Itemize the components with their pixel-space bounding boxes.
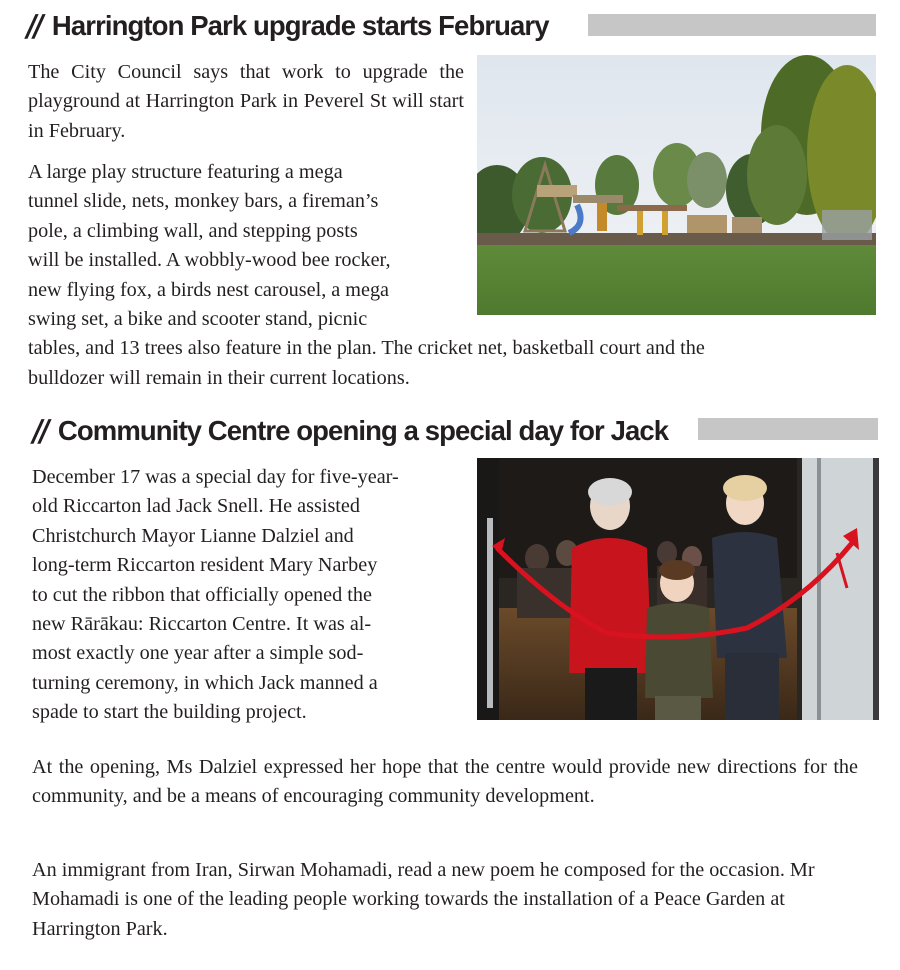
article2-paragraph-1 <box>32 463 472 728</box>
article2-paragraph-3: An immigrant from Iran, Sirwan Mohamadi, read a new poem he composed for the occasion. Mr Mohamadi is one of the leading people working towards the installation of a Peace Garden at Harrington Park. <box>32 859 815 940</box>
article1-heading-row <box>23 6 549 46</box>
article2-paragraph-2: At the opening, Ms Dalziel expressed her hope that the centre would provide new directions for the community, and be a means of encouraging community development. <box>32 756 858 808</box>
text-line: tables, and 13 trees also feature in the plan. The cricket net, basketball court and the <box>28 337 705 360</box>
text-line: long-term Riccarton resident Mary Narbey <box>32 554 378 577</box>
text-line: old Riccarton lad Jack Snell. He assisted <box>32 495 360 518</box>
article2-heading-row <box>29 411 669 451</box>
ribbon-cutting-photo <box>477 458 879 720</box>
text-line: will be installed. A wobbly-wood bee rocker, <box>28 249 391 272</box>
text-line: swing set, a bike and scooter stand, picnic <box>28 308 368 331</box>
heading-bar <box>698 418 878 440</box>
text-line: turning ceremony, in which Jack manned a <box>32 671 378 694</box>
heading-slashes: // <box>29 413 49 449</box>
playground-photo <box>477 55 876 315</box>
text-line: most exactly one year after a simple sod- <box>32 642 364 665</box>
heading-slashes: // <box>23 8 43 44</box>
text-line: Christchurch Mayor Lianne Dalziel and <box>32 524 354 547</box>
text-line: tunnel slide, nets, monkey bars, a fireman’s <box>28 190 379 213</box>
text-line: pole, a climbing wall, and stepping posts <box>28 219 358 242</box>
text-line: A large play structure featuring a mega <box>28 161 343 183</box>
text-line: to cut the ribbon that officially opened the <box>32 583 372 606</box>
article1-heading: Harrington Park upgrade starts February <box>51 10 549 41</box>
heading-bar <box>588 14 876 36</box>
text-line: spade to start the building project. <box>32 701 307 724</box>
article2-heading: Community Centre opening a special day for Jack <box>57 415 669 446</box>
article1-paragraph-1: The City Council says that work to upgrade the playground at Harrington Park in Peverel St will start in February. <box>28 61 464 142</box>
text-line: bulldozer will remain in their current locations. <box>28 366 410 389</box>
text-line: new Rārākau: Riccarton Centre. It was al- <box>32 613 372 636</box>
text-line: December 17 was a special day for five-year- <box>32 466 399 488</box>
text-line: new flying fox, a birds nest carousel, a mega <box>28 278 390 301</box>
